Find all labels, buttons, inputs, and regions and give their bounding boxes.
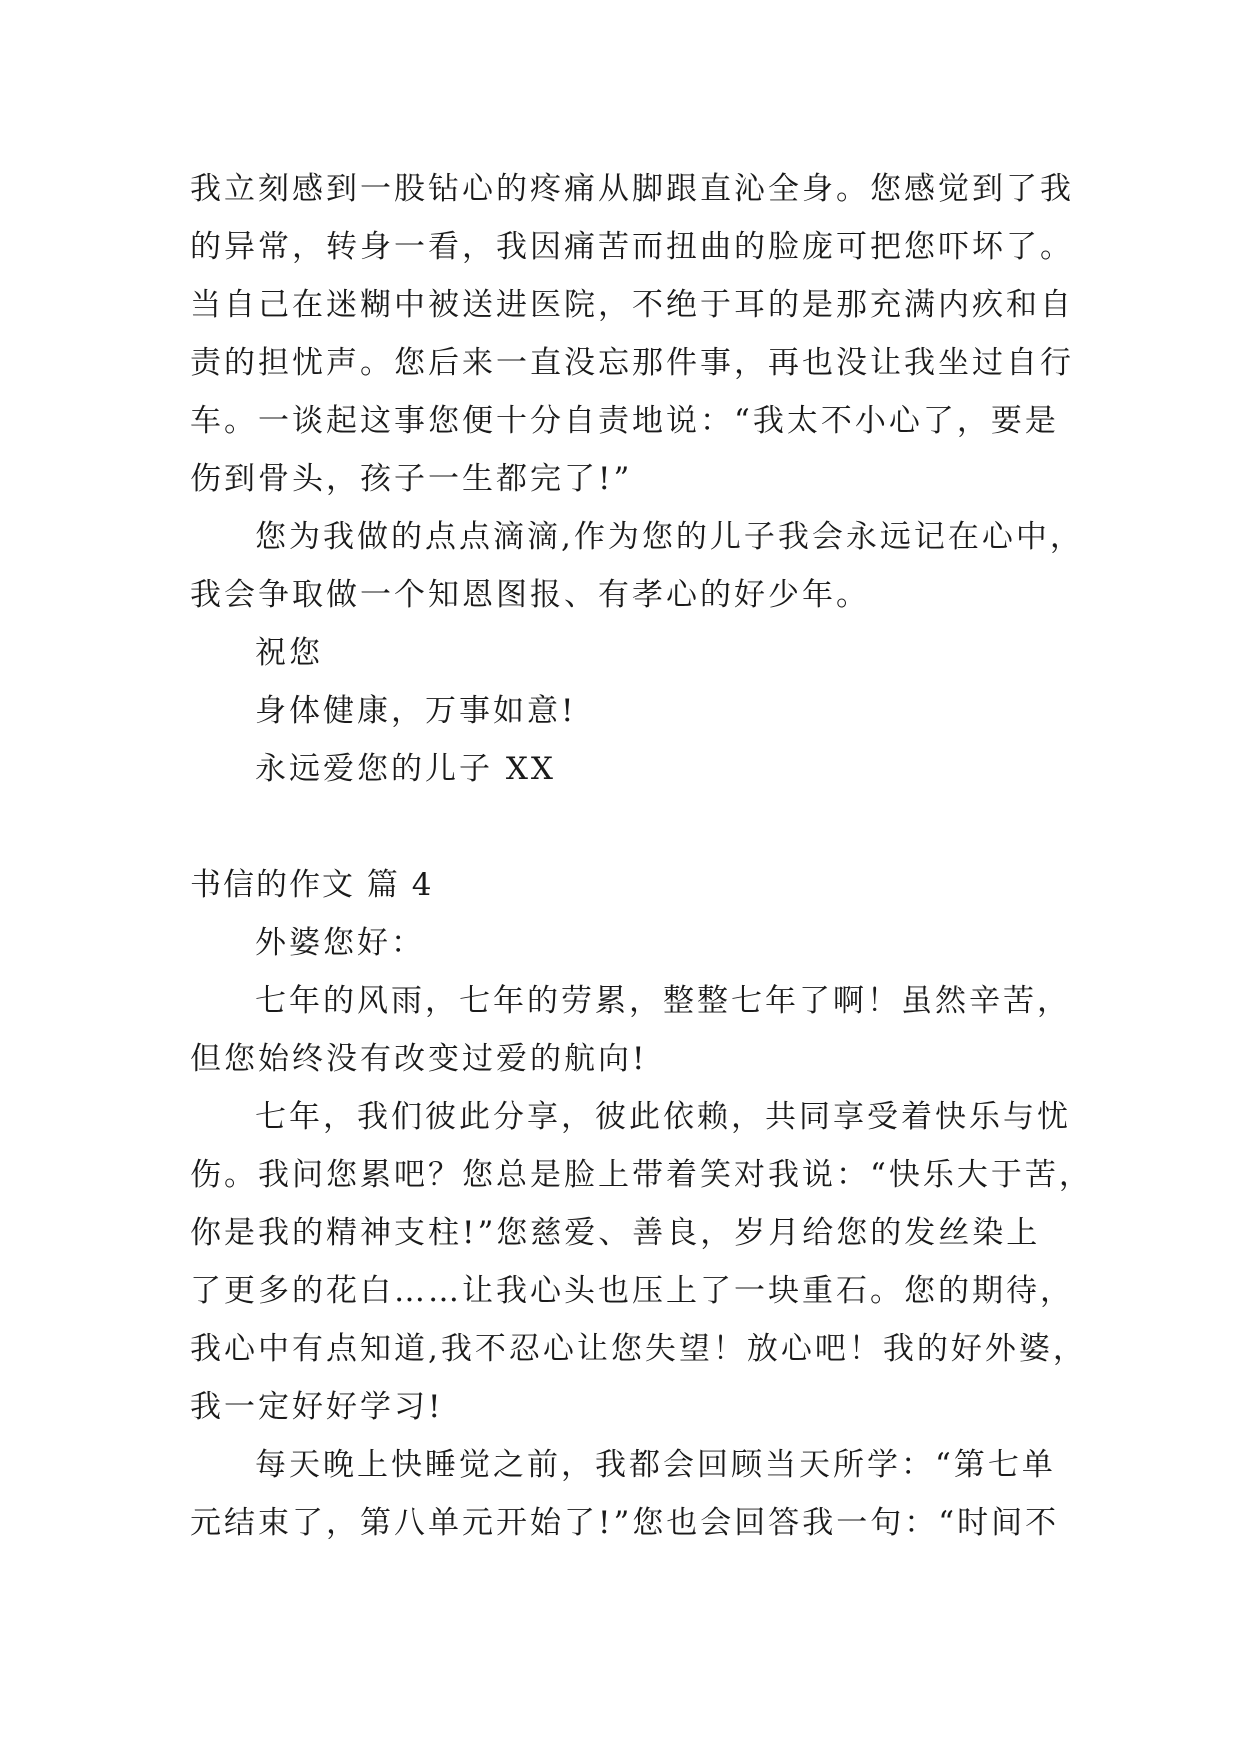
spacer [190, 798, 1070, 856]
text-line: 您为我做的点点滴滴,作为您的儿子我会永远记在心中， [255, 519, 1084, 555]
text-line: 伤。我问您累吧？您总是脸上带着笑对我说：“快乐大于苦， [190, 1157, 1093, 1193]
text-line: 责的担忧声。您后来一直没忘那件事，再也没让我坐过自行 [190, 345, 1074, 381]
text-line: 我心中有点知道,我不忍心让您失望！放心吧！我的好外婆， [190, 1331, 1087, 1367]
text-line: 每天晚上快睡觉之前，我都会回顾当天所学：“第七单 [255, 1447, 1056, 1483]
text-line: 伤到骨头，孩子一生都完了!” [190, 461, 633, 497]
wish-line: 祝您 [255, 635, 323, 671]
text-line: 车。一谈起这事您便十分自责地说：“我太不小心了，要是 [190, 403, 1059, 439]
letter-body [190, 160, 1093, 1552]
text-line: 元结束了，第八单元开始了!”您也会回答我一句：“时间不 [190, 1505, 1060, 1541]
text-line: 你是我的精神支柱!”您慈爱、善良，岁月给您的发丝染上 [190, 1215, 1041, 1251]
text-line: 我会争取做一个知恩图报、有孝心的好少年。 [190, 577, 870, 613]
wish-line: 身体健康，万事如意! [255, 693, 577, 729]
section-heading: 书信的作文 篇 4 [190, 867, 434, 903]
text-line: 的异常，转身一看，我因痛苦而扭曲的脸庞可把您吓坏了。 [190, 229, 1074, 265]
text-line: 当自己在迷糊中被送进医院，不绝于耳的是那充满内疚和自 [190, 287, 1074, 323]
text-line: 但您始终没有改变过爱的航向! [190, 1041, 648, 1077]
text-line: 七年的风雨，七年的劳累，整整七年了啊！虽然辛苦， [255, 983, 1071, 1019]
text-line: 了更多的花白……让我心头也压上了一块重石。您的期待， [190, 1273, 1074, 1309]
text-line: 我立刻感到一股钻心的疼痛从脚跟直沁全身。您感觉到了我 [190, 171, 1074, 207]
signature: 永远爱您的儿子 XX [255, 751, 556, 787]
greeting: 外婆您好： [255, 925, 425, 961]
text-line: 我一定好好学习! [190, 1389, 444, 1425]
text-line: 七年，我们彼此分享，彼此依赖，共同享受着快乐与忧 [255, 1099, 1071, 1135]
